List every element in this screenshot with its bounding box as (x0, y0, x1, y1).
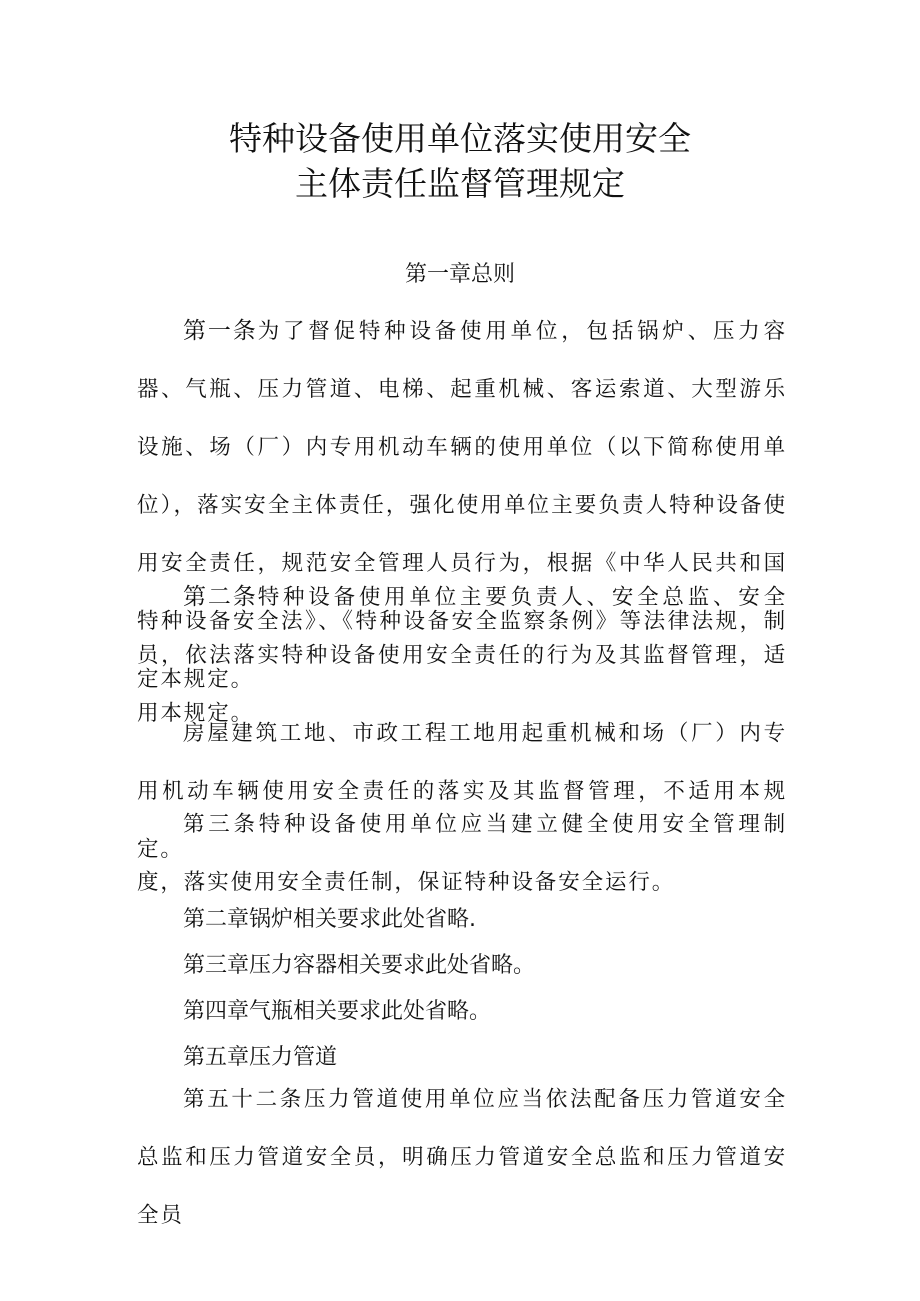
chapter-2-heading: 第二章锅炉相关要求此处省略. (183, 907, 476, 932)
document-title-line-1: 特种设备使用单位落实使用安全 (229, 119, 691, 158)
article-3: 第三条特种设备使用单位应当建立健全使用安全管理制度，落实使用安全责任制，保证特种设备安全运行。 (137, 812, 787, 895)
chapter-1-heading: 第一章总则 (404, 262, 515, 287)
chapter-5-heading: 第五章压力管道 (183, 1045, 338, 1070)
article-52: 第五十二条压力管道使用单位应当依法配备压力管道安全总监和压力管道安全员，明确压力管道安全总监和压力管道安全员 (137, 1087, 787, 1228)
article-2-paragraph-2: 房屋建筑工地、市政工程工地用起重机械和场（厂）内专用机动车辆使用安全责任的落实及其监督管理，不适用本规定。 (137, 721, 787, 862)
article-1-text: 为了督促特种设备使用单位，包括锅炉、压力容器、气瓶、压力管道、电梯、起重机械、客运索道、大型游乐设施、场（厂）内专用机动车辆的使用单位（以下简称使用单位），落实安全主体责任，强化使用单位主要负责人特种设备使用安全责任，规范安全管理人员行为，根据《中华人民共和国特种设备安全法》、《特种设备安全监察条例》等法律法规，制定本规定。 (137, 319, 787, 692)
chapter-4-heading: 第四章气瓶相关要求此处省略。 (183, 999, 492, 1024)
article-2-text: 特种设备使用单位主要负责人、安全总监、安全员，依法落实特种设备使用安全责任的行为及其监督管理，适用本规定。 (137, 585, 787, 726)
chapter-3-heading: 第三章压力容器相关要求此处省略。 (183, 953, 536, 978)
article-1-label: 第一条 (183, 318, 258, 344)
document-title-line-2: 主体责任监督管理规定 (295, 164, 625, 203)
article-2-label: 第二条 (183, 584, 258, 610)
